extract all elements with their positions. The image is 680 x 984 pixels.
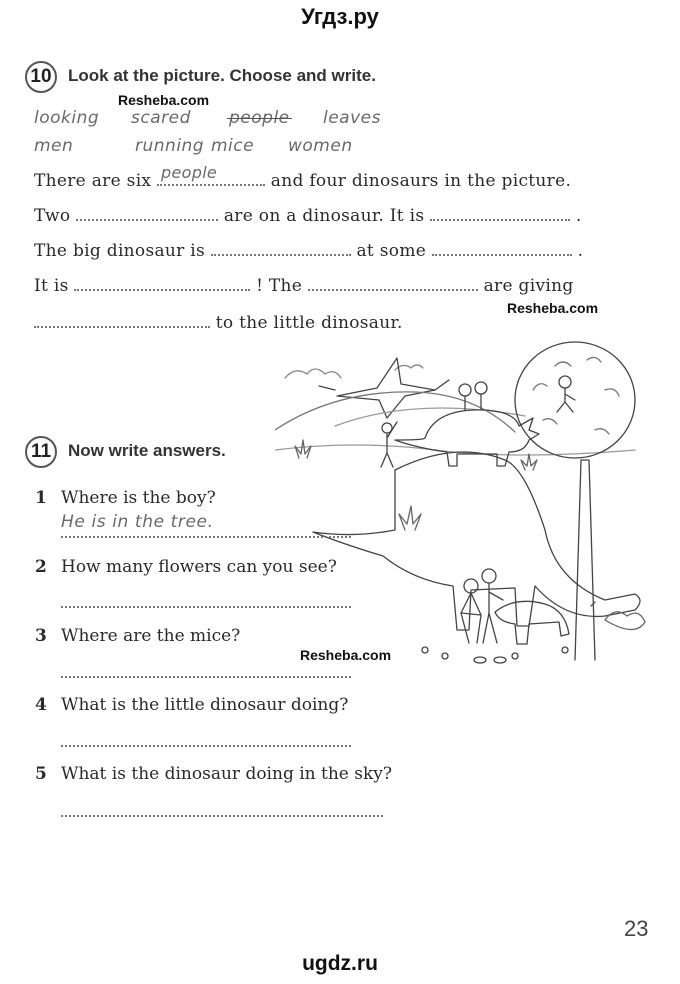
blank-2[interactable] (76, 218, 218, 221)
word-bank-item: scared (131, 108, 191, 128)
word-bank-item-used (229, 108, 290, 128)
word-bank-item-text: people (229, 108, 290, 128)
sentence-text: at some (356, 241, 427, 261)
sentence-text: . (575, 206, 582, 226)
sentence-1 (34, 163, 572, 191)
dinosaur-scene-illustration (275, 330, 650, 665)
question-1-number: 1 (35, 488, 47, 508)
word-bank-item: men (34, 136, 74, 156)
sentence-4 (34, 276, 574, 296)
question-2-number: 2 (35, 557, 47, 577)
sentence-text: There are six (34, 171, 152, 191)
sentence-text: are giving (483, 276, 574, 296)
header-site-name: Угдз.ру (301, 4, 379, 29)
footer-site-name: ugdz.ru (302, 952, 378, 975)
word-bank-item: running (135, 136, 205, 156)
blank-1-answer: people (161, 163, 218, 182)
blank-8[interactable] (34, 325, 210, 328)
sentence-3 (34, 241, 583, 261)
sentence-text: to the little dinosaur. (215, 313, 403, 333)
blank-5[interactable] (432, 253, 572, 256)
blank-4[interactable] (211, 253, 351, 256)
question-5-number: 5 (35, 764, 47, 784)
sentence-text: It is (34, 276, 69, 296)
watermark: Resheba.com (118, 92, 210, 108)
question-2-answer-line[interactable] (61, 606, 351, 608)
sentence-text: Two (34, 206, 71, 226)
sentence-text: The big dinosaur is (34, 241, 206, 261)
question-5-text: What is the dinosaur doing in the sky? (61, 764, 393, 784)
watermark: Resheba.com (507, 300, 599, 316)
blank-6[interactable] (74, 288, 250, 291)
sentence-2 (34, 206, 582, 226)
sentence-text: ! The (256, 276, 303, 296)
blank-1[interactable] (157, 163, 265, 186)
question-4-answer-line[interactable] (61, 745, 351, 747)
question-2-text: How many flowers can you see? (61, 557, 337, 577)
sentence-text: and four dinosaurs in the picture. (270, 171, 572, 191)
question-4-text: What is the little dinosaur doing? (61, 695, 349, 715)
word-bank-item: mice (211, 136, 255, 156)
exercise-11-number: 11 (25, 436, 57, 468)
question-1-text: Where is the boy? (61, 488, 216, 508)
question-3-text: Where are the mice? (61, 626, 241, 646)
question-4-number: 4 (35, 695, 47, 715)
question-1-answer-line[interactable] (61, 536, 351, 538)
question-3-number: 3 (35, 626, 47, 646)
question-1-answer: He is in the tree. (61, 512, 214, 532)
word-bank-item: leaves (323, 108, 381, 128)
word-bank-item: looking (34, 108, 100, 128)
page-number: 23 (624, 916, 649, 941)
sentence-text: . (577, 241, 584, 261)
question-3-answer-line[interactable] (61, 676, 351, 678)
word-bank-item: women (288, 136, 353, 156)
exercise-10-title: Look at the picture. Choose and write. (68, 66, 376, 85)
exercise-11-title: Now write answers. (68, 441, 226, 460)
watermark: Resheba.com (300, 647, 392, 663)
blank-3[interactable] (430, 218, 570, 221)
blank-7[interactable] (308, 288, 478, 291)
exercise-10-number: 10 (25, 61, 57, 93)
question-5-answer-line[interactable] (61, 815, 383, 817)
sentence-text: are on a dinosaur. It is (223, 206, 425, 226)
